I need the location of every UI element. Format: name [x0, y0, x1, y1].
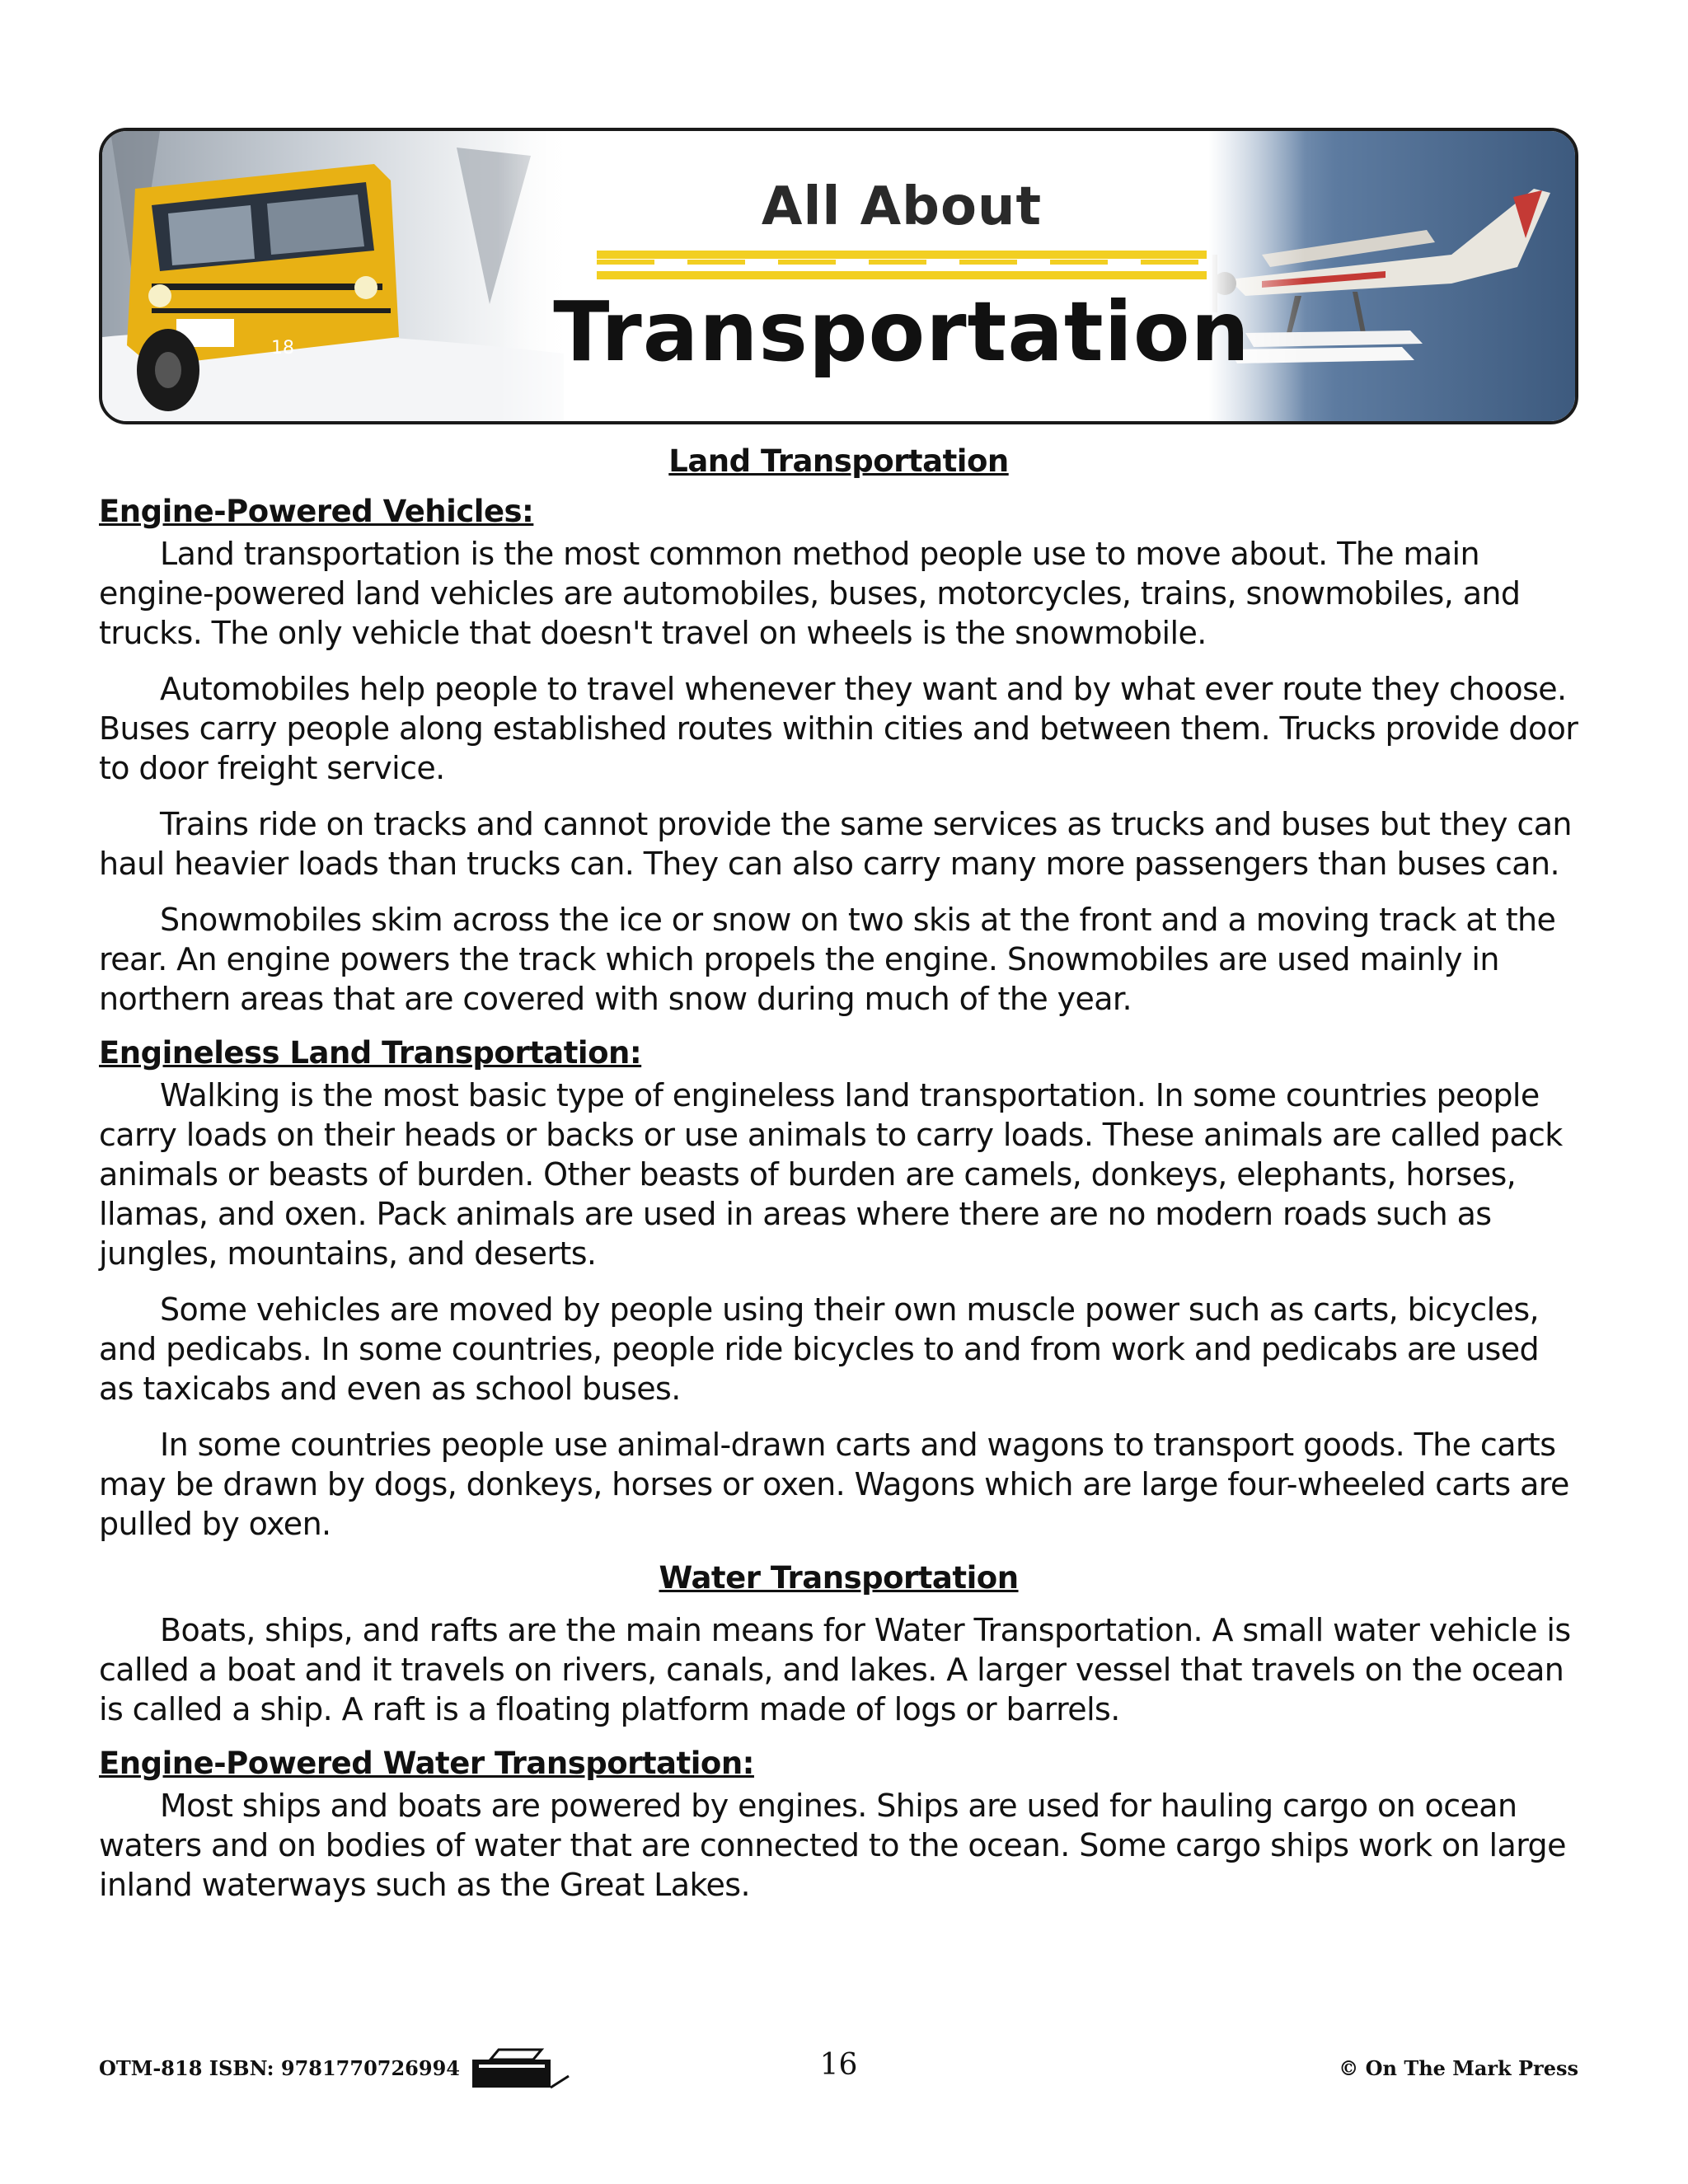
- land-transportation-heading: Land Transportation: [668, 443, 1009, 479]
- yellow-dashed-line: [597, 260, 1207, 265]
- banner-title-area: [498, 131, 1306, 421]
- paragraph-9: Most ships and boats are powered by engines. Ships are used for hauling cargo on ocean waters and on bodies of water that are connected to the ocean. Some cargo ships work on large inland waterways such as the Great Lakes.: [99, 1788, 1566, 1903]
- paragraph-2: Automobiles help people to travel whenever they want and by what ever route they choose. Buses carry people along established routes within cities and between them. Trucks provide door to door freight service.: [99, 671, 1578, 786]
- paragraph-1: Land transportation is the most common method people use to move about. The main engine-powered land vehicles are automobiles, buses, motorcycles, trains, snowmobiles, and trucks. The only vehicle that doesn't travel on wheels is the snowmobile.: [99, 536, 1521, 651]
- paragraph-5: Walking is the most basic type of engineless land transportation. In some countries people carry loads on their heads or backs or use animals to carry loads. These animals are called pack animals or beasts of burden. Other beasts of burden are camels, donkeys, elephants, horses, llamas, and oxen. Pack animals are used in areas where there are no modern roads such as jungles, mountains, and deserts.: [99, 1077, 1563, 1272]
- title-banner: [99, 128, 1578, 424]
- page-number: 16: [819, 2048, 858, 2082]
- page-footer: [99, 2048, 1578, 2097]
- school-bus-photo: [102, 131, 564, 421]
- engineless-land-heading: Engineless Land Transportation:: [99, 1035, 642, 1071]
- paragraph-6: Some vehicles are moved by people using their own muscle power such as carts, bicycles, and pedicabs. In some countries, people ride bicycles to and from work and pedicabs are used as taxicabs and even as school buses.: [99, 1291, 1540, 1407]
- page-content: [99, 437, 1578, 1921]
- school-bus-icon: [102, 131, 564, 424]
- footer-copyright: © On The Mark Press: [1339, 2056, 1578, 2080]
- banner-title: Transportation: [553, 284, 1250, 380]
- paragraph-3: Trains ride on tracks and cannot provide the same services as trucks and buses but they can haul heavier loads than trucks can. They can also carry many more passengers than buses can.: [99, 806, 1572, 882]
- yellow-stripe: [597, 271, 1207, 279]
- yellow-stripe: [597, 251, 1207, 259]
- paragraph-8: Boats, ships, and rafts are the main means for Water Transportation. A small water vehicle is called a boat and it travels on rivers, canals, and lakes. A larger vessel that travels on the ocean is called a ship. A raft is a floating platform made of logs or barrels.: [99, 1612, 1571, 1727]
- water-transportation-heading: Water Transportation: [659, 1560, 1019, 1596]
- paragraph-4: Snowmobiles skim across the ice or snow on two skis at the front and a moving track at the rear. An engine powers the track which propels the engine. Snowmobiles are used mainly in northern areas that are covered with snow during much of the year.: [99, 902, 1556, 1017]
- bus-number: 18: [271, 338, 294, 359]
- paragraph-7: In some countries people use animal-drawn carts and wagons to transport goods. The carts may be drawn by dogs, donkeys, horses or oxen. Wagons which are large four-wheeled carts are pulled by oxen.: [99, 1427, 1569, 1542]
- engine-powered-water-heading: Engine-Powered Water Transportation:: [99, 1746, 754, 1781]
- footer-isbn: OTM-818 ISBN: 9781770726994: [99, 2056, 460, 2080]
- banner-subtitle: All About: [761, 176, 1043, 237]
- engine-powered-vehicles-heading: Engine-Powered Vehicles:: [99, 494, 534, 529]
